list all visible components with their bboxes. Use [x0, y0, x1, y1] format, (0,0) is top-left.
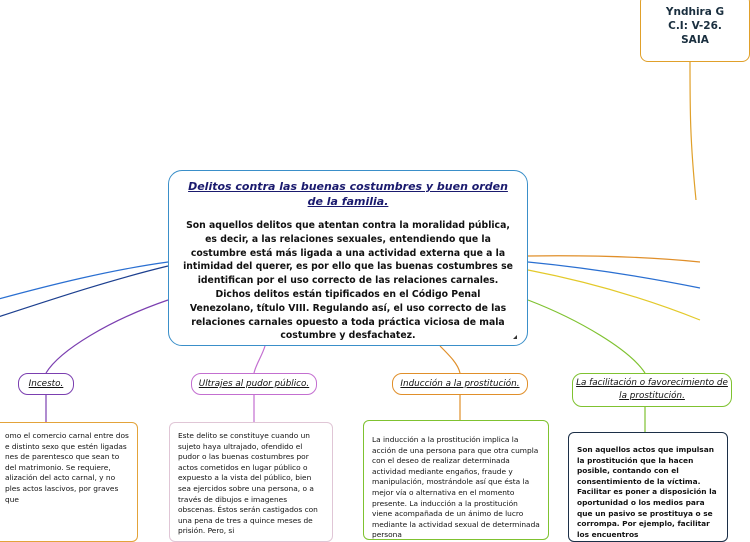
connector-incesto	[46, 300, 168, 373]
connector-ultrajes	[254, 346, 265, 373]
topic-incesto[interactable]: Incesto.	[18, 373, 74, 395]
author-id: C.I: V-26.	[668, 20, 722, 32]
central-title: Delitos contra las buenas costumbres y buen orden de la familia.	[188, 180, 508, 208]
connector-right-orange	[528, 256, 700, 262]
topic-induccion[interactable]: Inducción a la prostitución.	[392, 373, 528, 395]
connector-facilitacion	[528, 300, 645, 373]
topic-facilitacion[interactable]: La facilitación o favorecimiento de la prostitución.	[572, 373, 732, 407]
author-name: Yndhira G	[665, 6, 725, 18]
detail-induccion[interactable]: La inducción a la prostitución implica la acción de una persona para que otra cumpla con el deseo de realizar determinada actividad mediante engaños, fraude y manipulación, mostrándole así que ésta la mejor vía o alternativa en el momento presente. La inducción a la prostitución viene acompañada de un ánimo de lucro mediante la actividad sexual de determinada persona	[363, 420, 549, 540]
detail-ultrajes[interactable]: Este delito se constituye cuando un sujeto haya ultrajado, ofendido el pudor o las buenas costumbres por actos cometidos en lugar público o expuesto a la vista del público, bien sea ejercidos sobre una persona, o a través de dibujos e imagenes obscenas. Éstos serán castigados con una pena de tres a quince meses de prisión. Pero, si	[169, 422, 333, 542]
connector-right-yellow	[528, 270, 700, 320]
connector-induccion	[440, 346, 460, 373]
connector-left-blue	[0, 262, 168, 300]
topic-ultrajes[interactable]: Ultrajes al pudor público.	[191, 373, 317, 395]
detail-incesto[interactable]: omo el comercio carnal entre dos e distinto sexo que estén ligadas nes de parentesco que sean to del matrimonio. Se requiere, alización del acto carnal, y no ples actos lascivos, por graves que	[0, 422, 138, 542]
connector-author	[690, 62, 696, 200]
resize-corner-icon[interactable]	[513, 335, 517, 339]
central-description: Son aquellos delitos que atentan contra la moralidad pública, es decir, a las relaciones sexuales, entendiendo que la costumbre está más ligada a una actividad externa que a la intimidad del querer, es por ello que las buenas costumbres se identifican por el uso correcto de las relaciones carnales. Dichos delitos están tipificados en el Código Penal Venezolano, título VIII. Regulando así, el uso correcto de las relaciones carnales opuesto a toda práctica viciosa de mala costumbre y desfachatez.	[183, 220, 513, 342]
detail-facilitacion[interactable]: Son aquellos actos que impulsan la prostitución que la hacen posible, contando con el consentimiento de la víctima. Facilitar es poner a disposición la oportunidad o los medios para que un pasivo se prostituya o se corrompa. Por ejemplo, facilitar los encuentros	[568, 432, 728, 542]
author-box[interactable]	[640, 0, 750, 62]
central-topic-node[interactable]	[168, 170, 528, 346]
author-institution: SAIA	[681, 34, 709, 46]
